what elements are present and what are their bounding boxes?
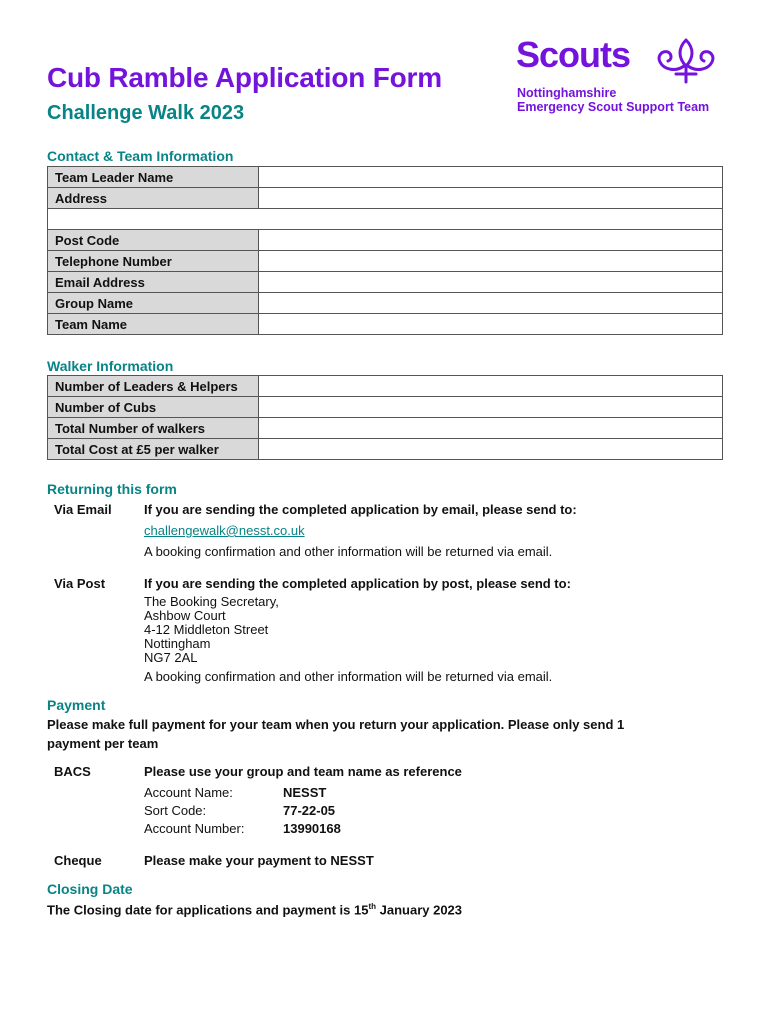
total-cost-field[interactable] — [259, 439, 723, 460]
row-label: Team Leader Name — [48, 167, 259, 188]
walker-table — [47, 375, 723, 460]
team-name-field[interactable] — [259, 314, 723, 335]
table-row — [48, 293, 723, 314]
payment-intro-line2: payment per team — [47, 736, 159, 751]
address-line: The Booking Secretary, — [144, 594, 279, 609]
logo-wordmark: Scouts — [516, 34, 631, 75]
account-name-value: NESST — [283, 785, 327, 800]
address-field[interactable] — [259, 188, 723, 209]
group-name-field[interactable] — [259, 293, 723, 314]
address-line-2-field[interactable] — [48, 209, 723, 230]
bacs-label: BACS — [54, 764, 91, 779]
table-row — [48, 167, 723, 188]
payment-intro-line1: Please make full payment for your team when you return your application. Please only send 1 — [47, 717, 625, 732]
table-row — [48, 230, 723, 251]
table-row — [48, 209, 723, 230]
post-note: A booking confirmation and other information will be returned via email. — [144, 669, 553, 684]
row-label: Group Name — [48, 293, 259, 314]
post-code-field[interactable] — [259, 230, 723, 251]
logo-line-team: Emergency Scout Support Team — [517, 100, 710, 114]
closing-heading: Closing Date — [47, 881, 133, 897]
table-row — [48, 376, 723, 397]
fleur-de-lis-icon — [654, 36, 718, 84]
row-label: Total Cost at £5 per walker — [48, 439, 259, 460]
email-address-link[interactable]: challengewalk@nesst.co.uk — [144, 523, 305, 538]
logo-line-county: Nottinghamshire — [517, 86, 617, 100]
postal-address — [144, 595, 279, 665]
cheque-instruction: Please make your payment to NESST — [144, 853, 374, 868]
cubs-field[interactable] — [259, 397, 723, 418]
leaders-helpers-field[interactable] — [259, 376, 723, 397]
bacs-instruction: Please use your group and team name as reference — [144, 764, 462, 779]
contact-table — [47, 166, 723, 335]
table-row — [48, 188, 723, 209]
table-row — [48, 314, 723, 335]
row-label: Email Address — [48, 272, 259, 293]
address-line: 4-12 Middleton Street — [144, 622, 269, 637]
row-label: Address — [48, 188, 259, 209]
returning-heading: Returning this form — [47, 481, 177, 497]
closing-text-end: January 2023 — [376, 902, 463, 918]
page-title: Cub Ramble Application Form — [47, 62, 442, 93]
page-subtitle: Challenge Walk 2023 — [47, 102, 245, 124]
sort-code-value: 77-22-05 — [283, 803, 336, 818]
closing-superscript: th — [368, 902, 377, 911]
via-email-label: Via Email — [54, 502, 112, 517]
row-label: Telephone Number — [48, 251, 259, 272]
post-instruction: If you are sending the completed application by post, please send to: — [144, 576, 571, 591]
table-row — [48, 418, 723, 439]
table-row — [48, 272, 723, 293]
sort-code-label: Sort Code: — [144, 803, 207, 818]
payment-heading: Payment — [47, 697, 106, 713]
account-number-value: 13990168 — [283, 821, 341, 836]
account-number-label: Account Number: — [144, 821, 245, 836]
row-label: Post Code — [48, 230, 259, 251]
address-line: NG7 2AL — [144, 650, 198, 665]
account-name-label: Account Name: — [144, 785, 233, 800]
scouts-logo — [516, 34, 736, 124]
team-leader-name-field[interactable] — [259, 167, 723, 188]
cheque-label: Cheque — [54, 853, 102, 868]
table-row — [48, 397, 723, 418]
row-label: Total Number of walkers — [48, 418, 259, 439]
table-row — [48, 251, 723, 272]
email-note: A booking confirmation and other information will be returned via email. — [144, 544, 553, 559]
closing-date-text — [47, 902, 462, 917]
email-field[interactable] — [259, 272, 723, 293]
row-label: Number of Cubs — [48, 397, 259, 418]
walker-heading: Walker Information — [47, 358, 174, 374]
row-label: Number of Leaders & Helpers — [48, 376, 259, 397]
row-label: Team Name — [48, 314, 259, 335]
contact-heading: Contact & Team Information — [47, 148, 234, 164]
address-line: Ashbow Court — [144, 608, 226, 623]
closing-text-start: The Closing date for applications and payment is 15 — [47, 902, 369, 918]
address-line: Nottingham — [144, 636, 211, 651]
total-walkers-field[interactable] — [259, 418, 723, 439]
via-post-label: Via Post — [54, 576, 106, 591]
table-row — [48, 439, 723, 460]
telephone-field[interactable] — [259, 251, 723, 272]
email-instruction: If you are sending the completed application by email, please send to: — [144, 502, 577, 517]
